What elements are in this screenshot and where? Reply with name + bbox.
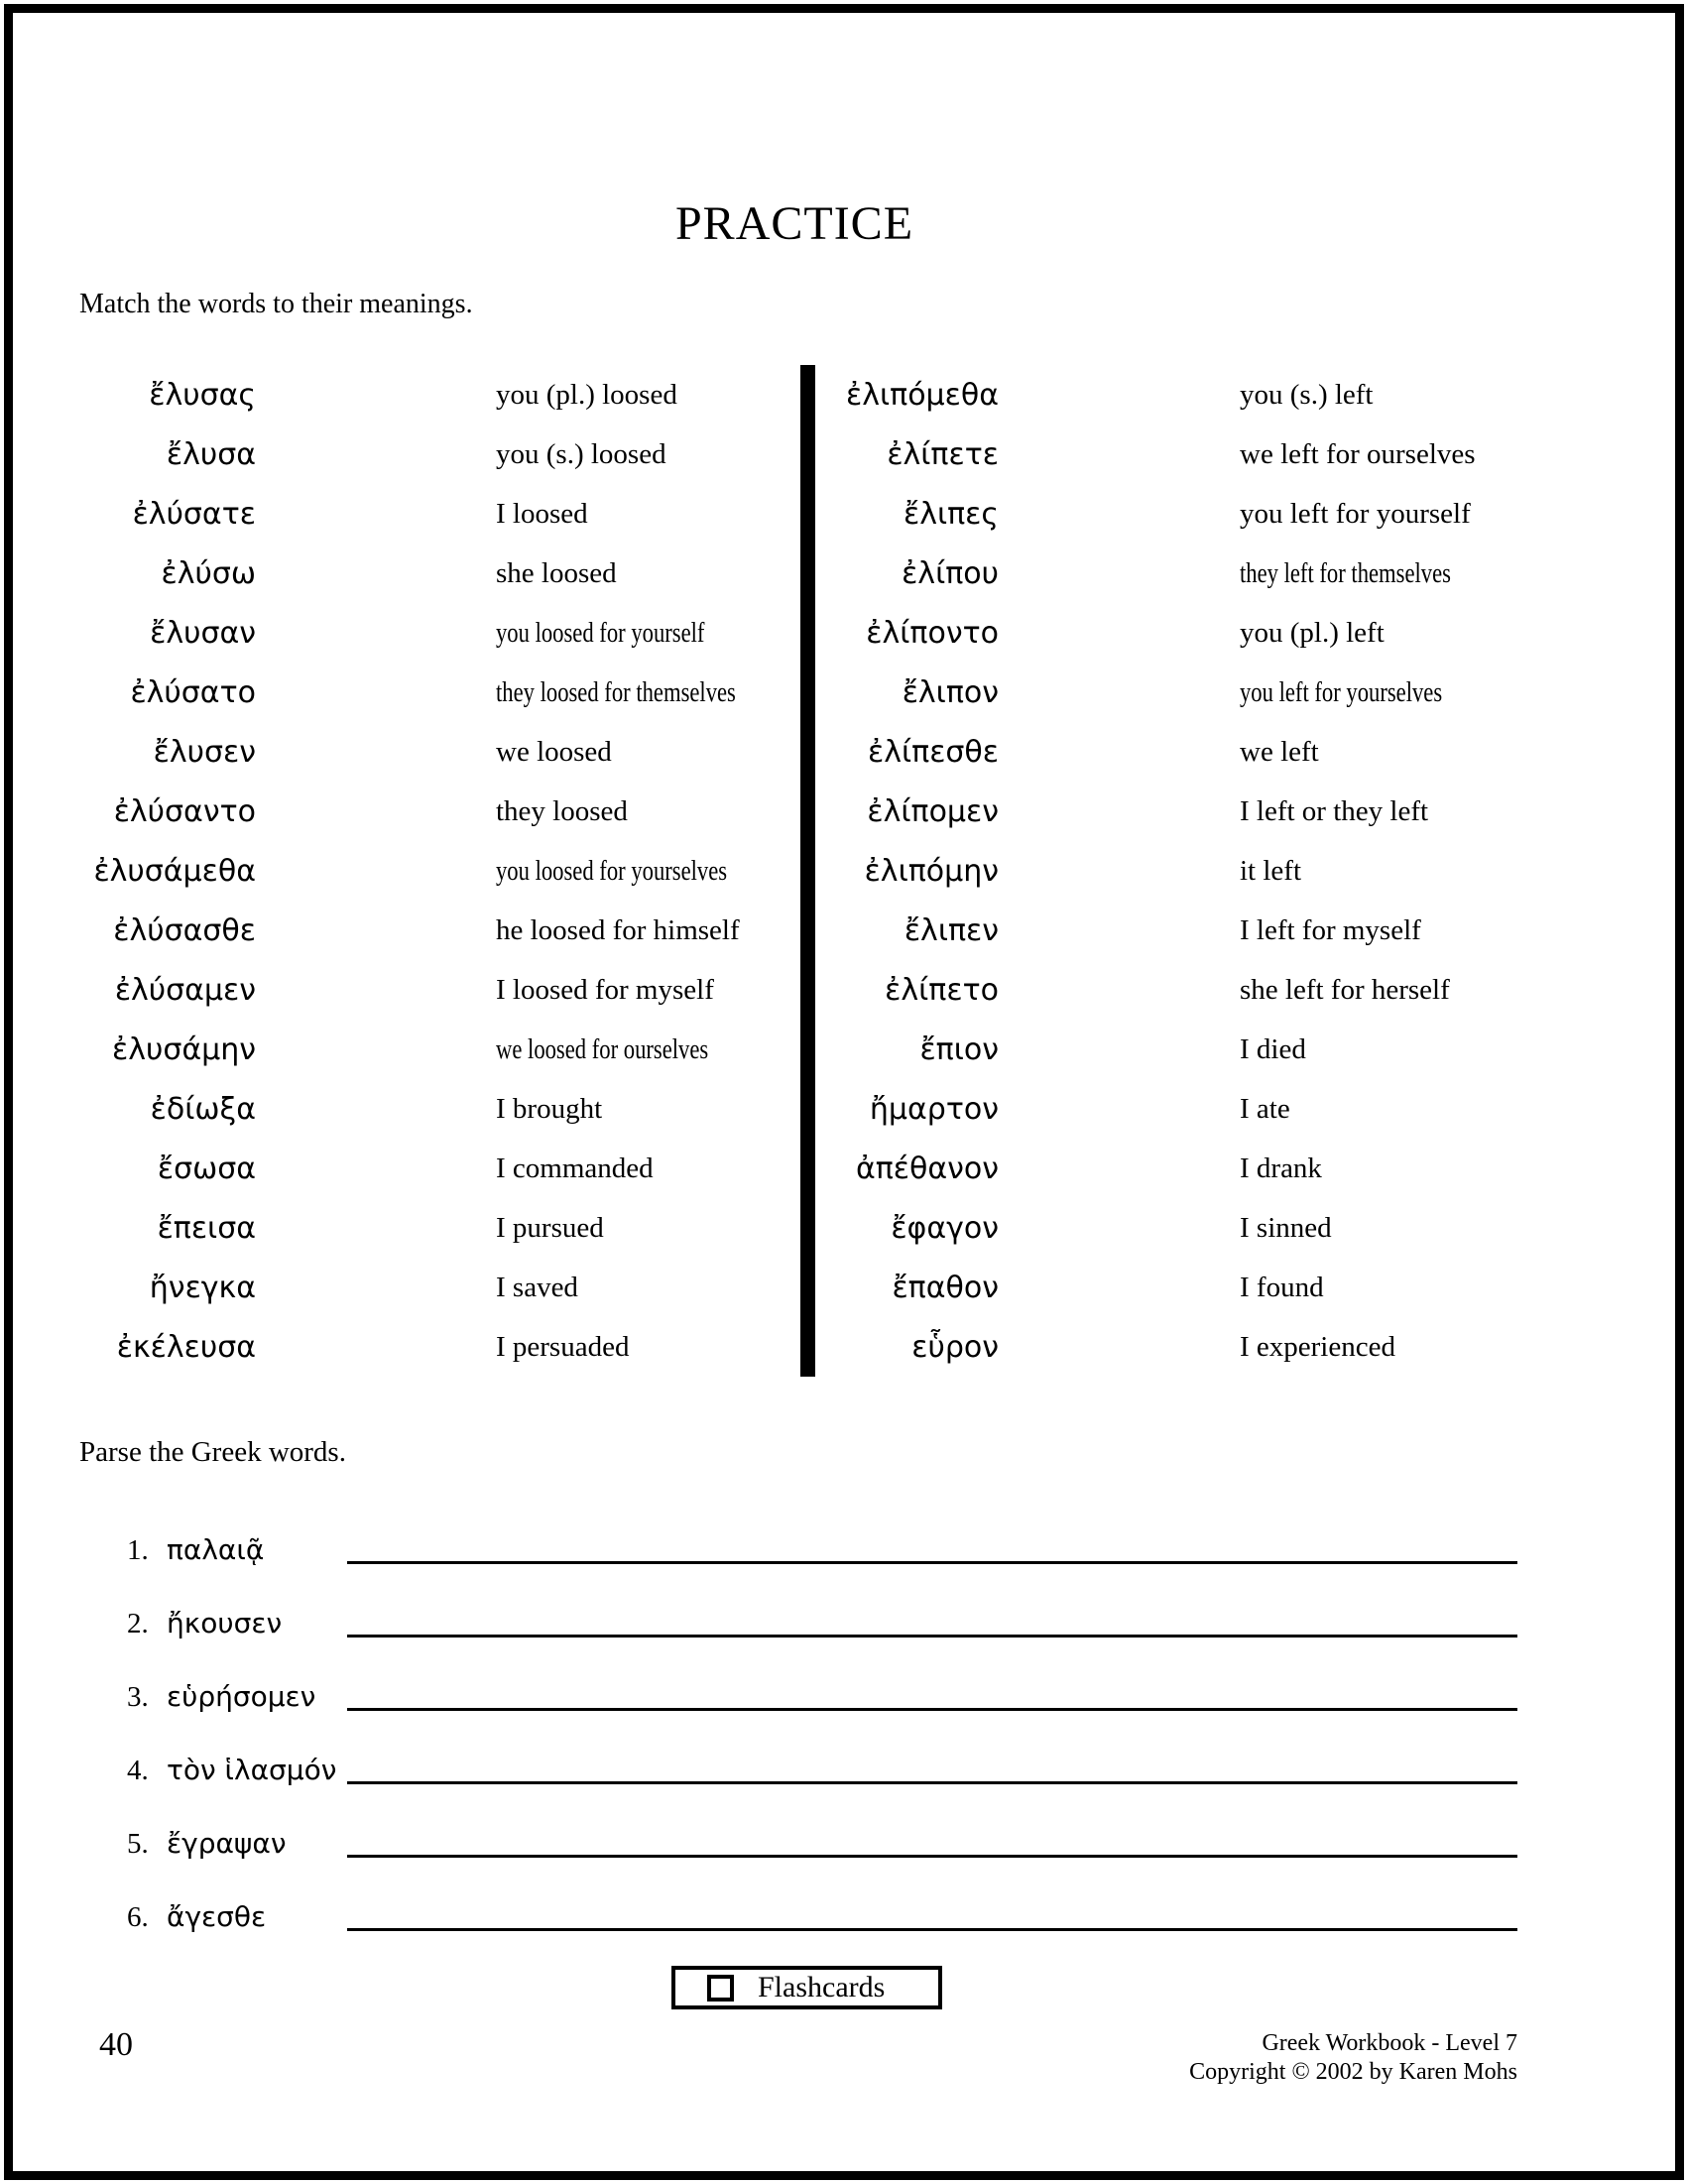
parse-item-number: 4. (127, 1755, 149, 1786)
greek-word-left: ἔλυσα (166, 436, 256, 472)
meaning-left (256, 1317, 800, 1377)
greek-word-right: ἐλίπου (902, 555, 999, 591)
greek-word-right: ἔλιπεν (904, 912, 999, 948)
meaning-right (999, 841, 1517, 901)
parse-item-number: 6. (127, 1901, 149, 1933)
flashcards-checkbox-icon[interactable] (707, 1975, 734, 2002)
meaning-left (256, 544, 800, 603)
meaning-text: you (s.) loosed (496, 437, 666, 470)
meaning-left (256, 901, 800, 960)
meaning-text: you left for yourself (1240, 497, 1471, 530)
greek-word-right: ἐλίπετε (887, 436, 999, 472)
greek-word-right: ἐλίποντο (866, 615, 999, 651)
meaning-right (999, 960, 1517, 1020)
greek-word-left: ἐλύσασθε (113, 912, 256, 948)
answer-line[interactable] (347, 1635, 1517, 1638)
meaning-text: I brought (496, 1092, 603, 1125)
meaning-text: you left for yourselves (1240, 675, 1443, 708)
meaning-text: I ate (1240, 1092, 1290, 1125)
greek-word-left: ἐκέλευσα (116, 1329, 256, 1365)
parse-item-label (127, 1827, 347, 1871)
greek-word-right: ἐλιπόμην (864, 853, 999, 889)
flashcards-button[interactable] (671, 1966, 942, 2009)
greek-word-right: εὗρον (911, 1329, 999, 1365)
meaning-left (256, 603, 800, 663)
greek-word-right: ἐλίπετο (885, 972, 999, 1008)
parse-item (127, 1797, 1517, 1871)
meaning-text: it left (1240, 854, 1302, 887)
meaning-text: I left or they left (1240, 794, 1429, 827)
greek-word-left: ἐλύσω (161, 555, 256, 591)
greek-word-right: ἔλιπες (903, 496, 999, 532)
meaning-right (999, 1139, 1517, 1198)
parse-item (127, 1577, 1517, 1650)
parse-greek-word: παλαιᾷ (167, 1533, 265, 1566)
parse-item-number: 5. (127, 1828, 149, 1860)
meaning-left (256, 365, 800, 425)
parse-list (127, 1504, 1517, 1944)
meaning-right (999, 722, 1517, 782)
meaning-text: I loosed for myself (496, 973, 714, 1006)
meaning-left (256, 1020, 800, 1079)
meaning-text: I commanded (496, 1152, 654, 1184)
greek-word-right: ἔλιπον (902, 674, 999, 710)
meaning-right (999, 603, 1517, 663)
greek-word-left: ἔσωσα (157, 1151, 256, 1186)
meaning-right (999, 782, 1517, 841)
greek-word-left: ἐλύσατε (132, 496, 256, 532)
page-number: 40 (99, 2026, 133, 2063)
meaning-text: I saved (496, 1271, 578, 1303)
meaning-text: she loosed (496, 556, 617, 589)
parse-item (127, 1871, 1517, 1944)
column-divider-bar (800, 365, 815, 1377)
meaning-text: we left for ourselves (1240, 437, 1476, 470)
meaning-text: I sinned (1240, 1211, 1332, 1244)
greek-word-right: ἤμαρτον (869, 1091, 999, 1127)
greek-word-right: ἐλίπεσθε (868, 734, 999, 770)
meaning-left (256, 1139, 800, 1198)
meaning-text: I persuaded (496, 1330, 630, 1363)
meaning-left (256, 425, 800, 484)
footer (1189, 2029, 1517, 2087)
parse-item-label (127, 1754, 347, 1797)
parse-item-number: 1. (127, 1534, 149, 1566)
parse-greek-word: ἄγεσθε (167, 1900, 267, 1933)
greek-word-right: ἔπιον (919, 1031, 999, 1067)
meaning-text: you loosed for yourself (496, 616, 705, 649)
meaning-text: you (s.) left (1240, 378, 1374, 411)
greek-word-left: ἔλυσεν (153, 734, 256, 770)
parse-item-label (127, 1607, 347, 1650)
parse-item-label (127, 1533, 347, 1577)
match-table (71, 365, 1517, 1377)
match-instruction: Match the words to their meanings. (79, 289, 473, 319)
parse-instruction: Parse the Greek words. (79, 1436, 346, 1468)
meaning-text: he loosed for himself (496, 913, 740, 946)
parse-item (127, 1650, 1517, 1724)
meaning-right (999, 901, 1517, 960)
answer-line[interactable] (347, 1561, 1517, 1564)
meaning-left (256, 484, 800, 544)
meaning-text: I experienced (1240, 1330, 1395, 1363)
meaning-text: I found (1240, 1271, 1324, 1303)
meaning-text: you (pl.) loosed (496, 378, 677, 411)
meaning-right (999, 1258, 1517, 1317)
page-title: PRACTICE (674, 197, 914, 250)
parse-greek-word: εὑρήσομεν (167, 1680, 316, 1713)
meaning-text: she left for herself (1240, 973, 1450, 1006)
meaning-left (256, 782, 800, 841)
greek-word-left: ἐδίωξα (150, 1091, 256, 1127)
meaning-left (256, 960, 800, 1020)
meaning-right (999, 1020, 1517, 1079)
answer-line[interactable] (347, 1855, 1517, 1858)
greek-word-right: ἔπαθον (892, 1270, 999, 1305)
meaning-text: we loosed (496, 735, 612, 768)
parse-greek-word: τὸν ἱλασμόν (167, 1754, 337, 1786)
footer-copyright: Copyright © 2002 by Karen Mohs (1189, 2059, 1517, 2085)
parse-item-label (127, 1680, 347, 1724)
meaning-left (256, 1258, 800, 1317)
parse-item (127, 1724, 1517, 1797)
greek-word-left: ἐλύσατο (130, 674, 256, 710)
greek-word-right: ἐλιπόμεθα (846, 377, 999, 413)
answer-line[interactable] (347, 1708, 1517, 1711)
answer-line[interactable] (347, 1781, 1517, 1784)
greek-word-left: ἔλυσαν (150, 615, 256, 651)
parse-item-number: 2. (127, 1608, 149, 1639)
greek-word-left: ἐλύσαντο (113, 793, 256, 829)
meaning-text: I loosed (496, 497, 588, 530)
meaning-right (999, 1079, 1517, 1139)
greek-word-left: ἔπεισα (157, 1210, 256, 1246)
meaning-text: we left (1240, 735, 1319, 768)
parse-item (127, 1504, 1517, 1577)
greek-word-right: ἔφαγον (891, 1210, 999, 1246)
answer-line[interactable] (347, 1928, 1517, 1931)
parse-item-number: 3. (127, 1681, 149, 1713)
meaning-left (256, 722, 800, 782)
meaning-left (256, 663, 800, 722)
greek-word-left: ἔλυσας (149, 377, 256, 413)
meaning-right (999, 1317, 1517, 1377)
meaning-text: I died (1240, 1032, 1306, 1065)
greek-word-left: ἤνεγκα (149, 1270, 256, 1305)
meaning-text: I left for myself (1240, 913, 1421, 946)
meaning-text: you (pl.) left (1240, 616, 1385, 649)
greek-word-right: ἐλίπομεν (867, 793, 999, 829)
footer-book-title: Greek Workbook - Level 7 (1262, 2030, 1517, 2056)
parse-greek-word: ἔγραψαν (167, 1827, 287, 1860)
meaning-text: you loosed for yourselves (496, 854, 728, 887)
meaning-text: they loosed (496, 794, 628, 827)
meaning-text: they left for themselves (1240, 556, 1451, 589)
meaning-text: I drank (1240, 1152, 1322, 1184)
meaning-right (999, 663, 1517, 722)
meaning-right (999, 1198, 1517, 1258)
meaning-right (999, 484, 1517, 544)
meaning-right (999, 544, 1517, 603)
greek-word-left: ἐλύσαμεν (114, 972, 256, 1008)
parse-item-label (127, 1900, 347, 1944)
meaning-right (999, 365, 1517, 425)
meaning-right (999, 425, 1517, 484)
meaning-left (256, 1198, 800, 1258)
meaning-text: we loosed for ourselves (496, 1032, 709, 1065)
meaning-left (256, 841, 800, 901)
meaning-text: they loosed for themselves (496, 675, 736, 708)
greek-word-right: ἀπέθανον (855, 1151, 999, 1186)
meaning-text: I pursued (496, 1211, 604, 1244)
meaning-left (256, 1079, 800, 1139)
parse-greek-word: ἤκουσεν (167, 1607, 283, 1639)
greek-word-left: ἐλυσάμην (112, 1031, 256, 1067)
flashcards-label: Flashcards (758, 1971, 886, 2003)
greek-word-left: ἐλυσάμεθα (93, 853, 256, 889)
